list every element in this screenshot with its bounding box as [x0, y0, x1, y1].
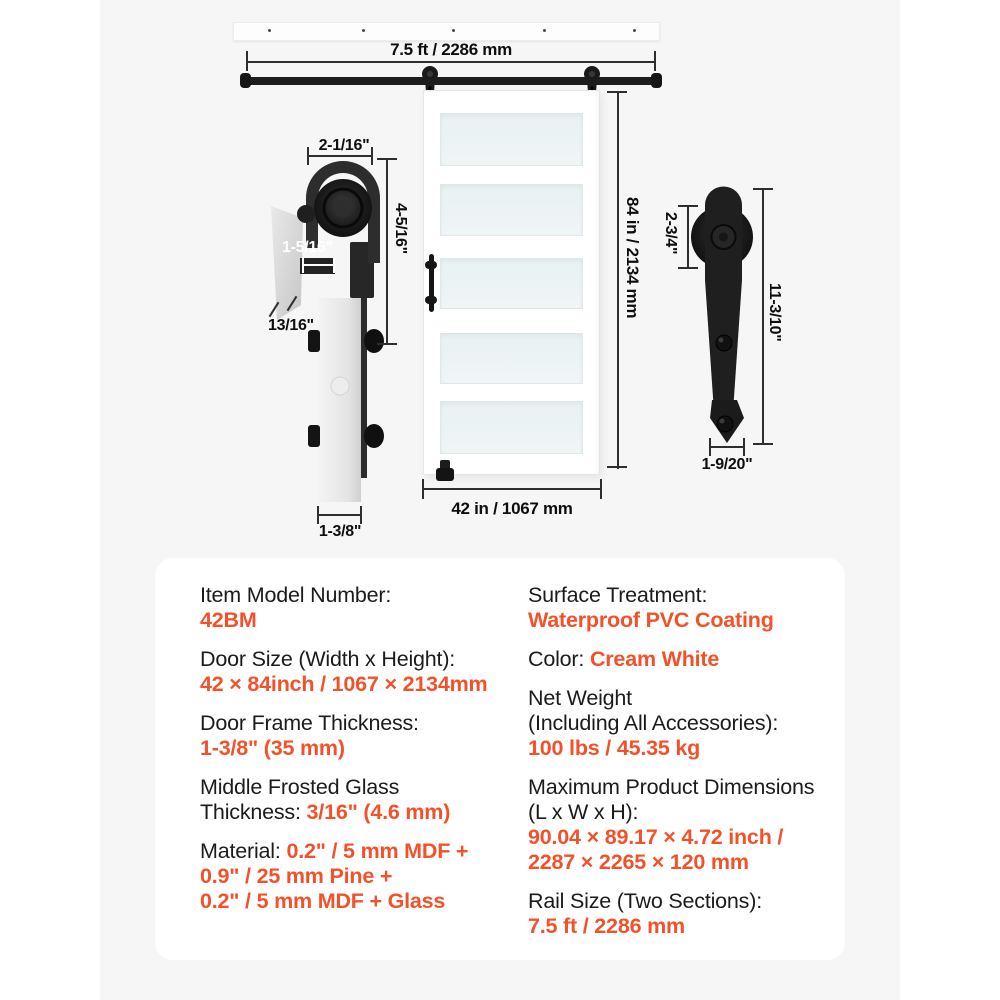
roller-width-dimension-label: 2-1/16": [318, 137, 370, 154]
screw-hole-dot: [452, 29, 455, 32]
strap-edge: [361, 298, 367, 478]
spec-label: Rail Size (Two Sections):: [528, 889, 762, 913]
strap-bolt-head: [364, 329, 384, 353]
spec-label: Item Model Number:: [200, 583, 392, 607]
dim-line: [687, 206, 689, 268]
frosted-glass-panel: [440, 333, 583, 384]
dim-tick: [753, 443, 773, 445]
bolt-highlight: [720, 419, 725, 424]
spec-net-weight: [528, 686, 828, 761]
wheel-hub: [334, 199, 352, 217]
spec-label: Net Weight: [528, 686, 632, 710]
spec-value: 1-3/8" (35 mm): [200, 736, 345, 760]
dim-tick: [307, 147, 309, 165]
rail-end-stop: [240, 73, 251, 88]
frosted-glass-panel: [440, 401, 583, 454]
spec-label: Color:: [528, 647, 585, 671]
spec-value: 0.9" / 25 mm Pine +: [200, 864, 393, 888]
bolt-highlight: [719, 338, 724, 343]
spec-door-size: [200, 647, 515, 697]
barn-door: [423, 90, 600, 475]
frosted-glass-panel: [440, 113, 583, 166]
door-bolt: [308, 425, 320, 447]
rail-length-dimension-label: 7.5 ft / 2286 mm: [390, 40, 512, 59]
dim-line: [247, 61, 655, 63]
spec-value: 7.5 ft / 2286 mm: [528, 914, 685, 938]
strap-bolt: [717, 416, 733, 432]
spec-label: Maximum Product Dimensions: [528, 775, 815, 799]
dim-tick: [377, 343, 397, 345]
door-handle-mount: [425, 296, 437, 304]
spec-color: [528, 647, 828, 672]
dim-tick: [743, 438, 745, 456]
dim-line: [762, 189, 764, 445]
axle-bolt: [297, 205, 315, 223]
wheel-height-dimension-label: 2-3/4": [662, 212, 679, 255]
dim-line: [308, 155, 372, 157]
frosted-glass-panel: [440, 184, 583, 236]
door-edge-side-view: [318, 298, 361, 502]
plug-cap: [331, 377, 349, 395]
spec-value: Cream White: [589, 647, 720, 671]
spec-label: Surface Treatment:: [528, 583, 708, 607]
plate-offset-dimension-label: 13/16": [268, 317, 314, 334]
frosted-glass-panel: [440, 258, 583, 309]
rail-end-stop: [651, 73, 662, 88]
spec-glass-thickness: [200, 775, 515, 825]
spec-surface-treatment: [528, 583, 828, 633]
mounting-board: [233, 22, 660, 41]
dim-tick: [607, 91, 627, 93]
spec-item-model: [200, 583, 515, 633]
dim-tick: [753, 188, 773, 190]
dim-line: [386, 159, 388, 345]
door-width-dimension-label: 42 in / 1067 mm: [451, 499, 573, 518]
spec-door-frame-thickness: [200, 711, 515, 761]
spec-value: 42 × 84inch / 1067 × 2134mm: [200, 672, 488, 696]
roller-assembly-illustration: [262, 128, 412, 540]
strap-bolt: [716, 335, 732, 351]
door-height-dimension-label: 84 in / 2134 mm: [623, 197, 642, 319]
spec-value: 100 lbs / 45.35 kg: [528, 736, 701, 760]
spec-max-dimensions: [528, 775, 828, 875]
dim-tick: [377, 158, 397, 160]
dim-tick: [360, 506, 362, 524]
spec-value: 0.2" / 5 mm MDF +: [286, 839, 469, 863]
floor-guide: [436, 468, 454, 481]
spacer-dimension-label: 1-5/16": [282, 239, 333, 256]
dim-tick: [607, 466, 627, 468]
dim-line: [617, 92, 619, 469]
screw-hole-dot: [268, 29, 271, 32]
spec-label: Thickness:: [200, 800, 301, 824]
dim-tick: [678, 205, 698, 207]
dim-line: [423, 488, 601, 490]
dim-line: [318, 514, 362, 516]
screw-hole-dot: [543, 29, 546, 32]
spec-column-right: [528, 583, 828, 953]
dim-tick: [246, 51, 248, 71]
dim-line: [303, 264, 335, 266]
spec-value: 42BM: [200, 608, 257, 632]
spec-panel: [155, 558, 845, 960]
hanger-strap: [705, 187, 742, 413]
spacer-bolt: [300, 258, 335, 274]
spec-label: Middle Frosted Glass: [200, 775, 400, 799]
door-handle-mount: [425, 261, 437, 269]
spec-label: Door Size (Width x Height):: [200, 647, 456, 671]
dim-tick: [654, 51, 656, 71]
door-thickness-dimension-label: 1-3/8": [318, 523, 362, 540]
dim-tick: [709, 438, 711, 456]
dim-line: [710, 446, 744, 448]
spec-value: 3/16" (4.6 mm): [306, 800, 451, 824]
spec-value: 0.2" / 5 mm MDF + Glass: [200, 889, 446, 913]
dim-tick: [371, 147, 373, 165]
dim-tick: [678, 267, 698, 269]
strap-bolt-head: [364, 424, 384, 448]
hub-bolt-center: [719, 233, 728, 242]
dim-tick: [302, 257, 304, 273]
spec-label: Door Frame Thickness:: [200, 711, 419, 735]
screw-hole-dot: [633, 29, 636, 32]
spec-rail-size: [528, 889, 828, 939]
spec-label: Material:: [200, 839, 281, 863]
dim-tick: [422, 479, 424, 499]
spec-value: Waterproof PVC Coating: [528, 608, 774, 632]
spec-column-left: [200, 583, 515, 928]
roller-height-dimension-label: 4-5/16": [392, 203, 409, 254]
tip-width-dimension-label: 1-9/20": [701, 456, 753, 473]
spec-value: 2287 × 2265 × 120 mm: [528, 850, 749, 874]
spec-material: [200, 839, 515, 914]
dim-tick: [317, 506, 319, 524]
dim-tick: [333, 257, 335, 273]
dim-tick: [600, 479, 602, 499]
spec-label: (L x W x H):: [528, 800, 639, 824]
screw-hole-dot: [362, 29, 365, 32]
strap-length-dimension-label: 11-3/10": [766, 283, 783, 342]
spec-label: (Including All Accessories):: [528, 711, 779, 735]
spec-value: 90.04 × 89.17 × 4.72 inch /: [528, 825, 784, 849]
